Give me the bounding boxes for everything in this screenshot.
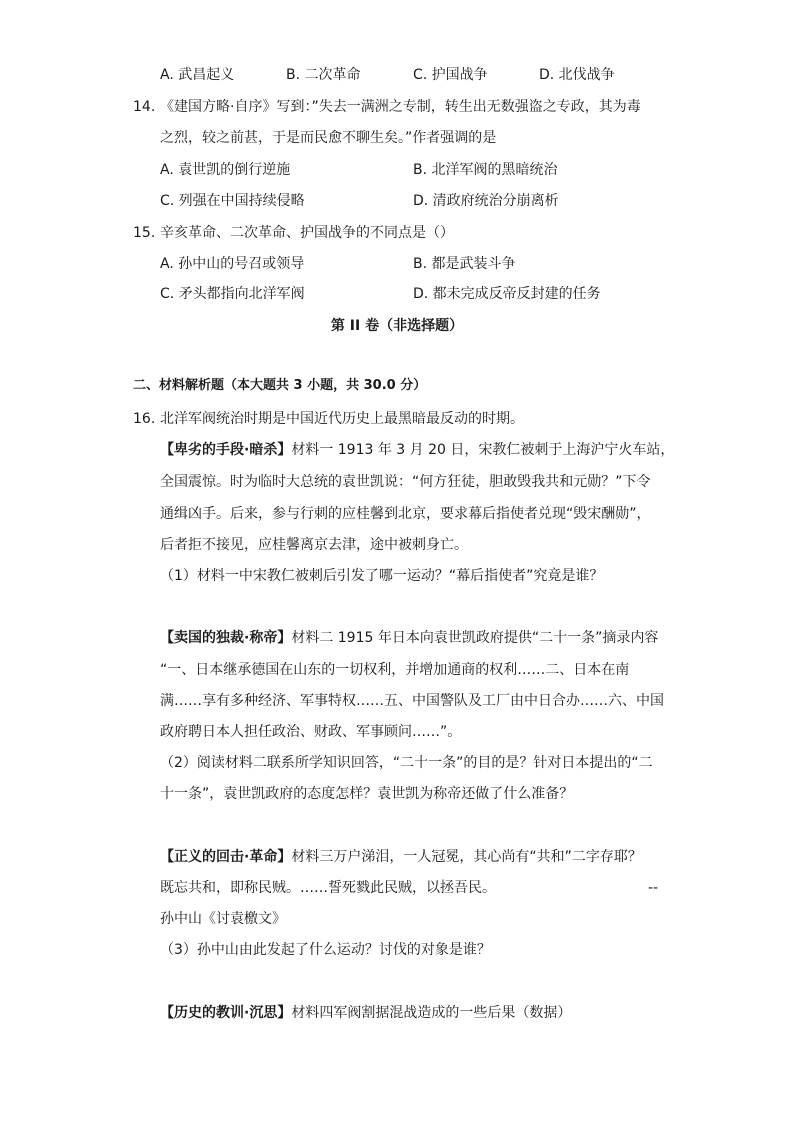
q16-material1-line4: 后者拒不接见，应桂馨离京去津，途中被刺身亡。 (160, 537, 468, 553)
q14-number: 14. (133, 99, 156, 115)
q16-material1-line1 (160, 439, 674, 461)
q16-subquestion3: （3）孙中山由此发起了什么运动？讨伐的对象是谁？ (160, 942, 491, 958)
material2-text1: 材料二 1915 年日本向袁世凯政府提供“二十一条”摘录内容 (291, 630, 659, 646)
q16-intro: 北洋军阀统治时期是中国近代历史上最黑暗最反动的时期。 (160, 411, 524, 427)
q16-material2-line4: 政府聘日本人担任政治、财政、军事顾问……”。 (160, 724, 462, 740)
q15-option-d: D. 都未完成反帝反封建的任务 (413, 286, 601, 302)
q16-material3-line1 (160, 846, 642, 868)
q16-material3-line2: 既忘共和，即称民贼。……誓死戮此民贼，以拯吾民。 (160, 880, 496, 896)
section2-title: 二、材料解析题（本大题共 3 小题，共 30.0 分） (133, 378, 427, 393)
material3-heading: 【正义的回击·革命】 (160, 849, 292, 865)
q16-material4-line1 (160, 1002, 571, 1024)
q14-option-c: C. 列强在中国持续侵略 (160, 193, 305, 209)
q16-subquestion2-line1: （2）阅读材料二联系所学知识回答，“二十一条”的目的是？针对日本提出的“二 (160, 755, 653, 771)
q14-option-b: B. 北洋军阀的黑暗统治 (413, 162, 558, 178)
material1-text1: 材料一 1913 年 3 月 20 日，宋教仁被刺于上海沪宁火车站， (291, 442, 675, 458)
q14-option-a: A. 袁世凯的倒行逆施 (160, 162, 291, 178)
material4-heading: 【历史的教训·沉思】 (160, 1005, 292, 1021)
q16-material1-line3: 通缉凶手。后来，参与行刺的应桂馨到北京，要求幕后指使者兑现“毁宋酬勋”， (160, 506, 651, 522)
q14-stem-line2: 之烈，较之前甚，于是而民愈不聊生矣。”作者强调的是 (160, 130, 497, 146)
q15-option-c: C. 矛头都指向北洋军阀 (160, 286, 305, 302)
q15-number: 15. (133, 225, 156, 241)
q13-option-b: B. 二次革命 (286, 67, 361, 83)
q15-option-b: B. 都是武装斗争 (413, 256, 516, 272)
q16-material1-line2: 全国震惊。时为临时大总统的袁世凯说：“何方狂徒，胆敢毁我共和元勋？”下令 (160, 474, 651, 490)
q13-option-d: D. 北伐战争 (539, 67, 615, 83)
part2-title: 第 II 卷（非选择题） (330, 318, 464, 334)
q16-material2-line1 (160, 627, 658, 649)
q13-option-c: C. 护国战争 (413, 67, 488, 83)
q16-material2-line2: “一、日本继承德国在山东的一切权利，并增加通商的权利……二、日本在南 (160, 662, 630, 678)
material3-text1: 材料三万户涕泪，一人冠冕，其心尚有“共和”二字存耶？ (291, 849, 642, 865)
q16-material3-dash: -- (648, 880, 659, 896)
q16-material3-source: 孙中山《讨袁檄文》 (160, 911, 286, 927)
material2-heading: 【卖国的独裁·称帝】 (160, 630, 292, 646)
q15-stem: 辛亥革命、二次革命、护国战争的不同点是（） (160, 225, 454, 241)
q16-material2-line3: 满……享有多种经济、军事特权……五、中国警队及工厂由中日合办……六、中国 (160, 693, 664, 709)
q14-stem-line1: 《建国方略·自序》写到：”失去一满洲之专制，转生出无数强盗之专政，其为毒 (160, 99, 641, 115)
q16-subquestion1: （1）材料一中宋教仁被刺后引发了哪一运动？“幕后指使者”究竟是谁？ (160, 568, 604, 584)
q14-option-d: D. 清政府统治分崩离析 (413, 193, 559, 209)
material4-text1: 材料四军阀割据混战造成的一些后果（数据） (291, 1005, 572, 1021)
q15-option-a: A. 孙中山的号召或领导 (160, 256, 305, 272)
material1-heading: 【卑劣的手段·暗杀】 (160, 442, 292, 458)
q16-subquestion2-line2: 十一条”，袁世凯政府的态度怎样？袁世凯为称帝还做了什么准备？ (160, 786, 574, 802)
q16-number: 16. (133, 411, 156, 427)
q13-option-a: A. 武昌起义 (160, 67, 235, 83)
